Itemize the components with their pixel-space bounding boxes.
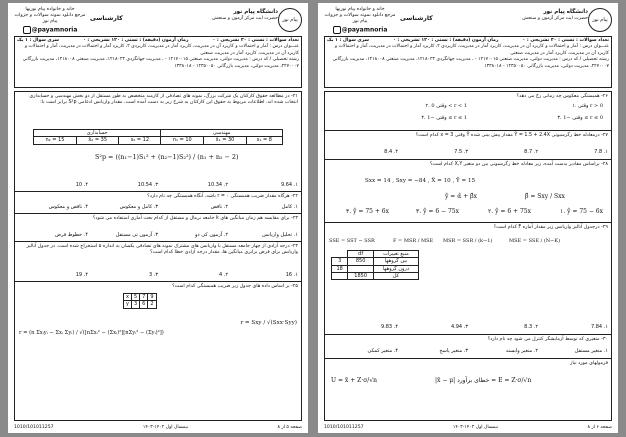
q27-options: ۱. 7.8 ۲. 8.7 ۳. 7.5 ۴. 8.4 bbox=[384, 149, 608, 155]
beta-formula: β̂ = Sxy / Sxx bbox=[525, 193, 565, 200]
course-code: 1010/101011257 bbox=[324, 424, 364, 430]
university-seal-icon: پیام نور bbox=[278, 8, 302, 32]
q23-options: ۱. تحلیل واریانس ۲. آزمون کی دو ۳. آزمون تی مستقل ۴. خطوط فرض bbox=[54, 232, 298, 238]
question-29: ۲۹- درجدول آنالیز واریانس زیر مقدار آماره F کدام است؟ bbox=[493, 225, 608, 230]
instagram-icon bbox=[23, 26, 31, 34]
question-26: ۲۶- همبستگی معکوس چه زمانی رخ می دهد؟ bbox=[516, 94, 608, 99]
instagram-handle: @payamnoria bbox=[324, 26, 396, 34]
page-footer bbox=[14, 422, 302, 432]
q24-options: ۱. 16 ۲. 4 ۳. 3 ۴. 19 bbox=[75, 272, 298, 278]
formulas-title: فرمولهای مورد نیاز bbox=[570, 361, 608, 366]
anova-f4: MSE = SSE / (N−K) bbox=[509, 238, 561, 244]
degree-level: کارشناسی bbox=[400, 15, 433, 22]
term: نیمسال اول ۱۴۰۲-۱۴۰۳ bbox=[142, 424, 189, 430]
brand-block: خانه و خانواده پیام نوریها مرجع دانلود نمونه سوالات و جزوات پیام نور @payamnoria bbox=[14, 7, 86, 34]
question-21: ۲۱- در مطالعه حقوق کارکنان یک شرکت بزرگ، نمونه های تصادفی از کارمند متخصص به طور مستقل از دو بخش مهندسی و حسابداری انتخاب شده اند. اطلاعات مربوط به حقوق این کارکنان به شرح زیر به دست آمده است. مقدار واریانس ادغامی S²p برابر است با: bbox=[29, 94, 298, 106]
question-28: ۲۸- براساس مقادیر بدست آمده، زیر معادله خط رگرسیونی بین دو متغیر X,Y کدام است؟ bbox=[429, 162, 608, 167]
degree-level: کارشناسی bbox=[90, 15, 123, 22]
questions-area bbox=[324, 91, 612, 421]
exam-info-box: تعداد سوالات : تستی : ۳۰ تشریحی : ۰ زمان آزمون (دقیقه) : تستی : ۱۲۰ تشریحی : ۰ سری سوال : ۱ یک عنـــوان درس : آمار و احتمالات و کاربرد آن در مدیریت، کاربرد آمار در مدیریت، کاربردی ۲، کاربرد آمار و احتمالات در مدیریت، آمار و احتمالات و کاربرد آن در مدیریت، کاربرد آمار در مدیریت صنعتی رشته تحصیلی / کد درس : مدیریت دولتی، مدیریت صنعتی ۱۲۱۷۰۰۱۵ - ، مدیریت جهانگردی ۱۲۱۸۰۲۳، مدیریت صنعتی ۱۲۱۸۰۰۸، مدیریت بازرگانی ۲۲۷۰۰۰۷، مدیریت دولتی، مدیریت بازرگانی ۱۲۳۵۰۰۵۰ - ۱۳۳۸۰۱۸ bbox=[324, 36, 612, 88]
university-name: دانشگاه پیام نور bbox=[233, 9, 278, 15]
salary-table: حسابداری مهندسی n₂ = 15 x̄₂ = 35 s₂ = 12 n₁ = 10 x̄₁ = 30 s₁ = 8 bbox=[33, 129, 283, 145]
question-22: ۲۲- هرگاه مقدار ضریب همبستگی r = ۰ باشد، آنگاه همبستگی چه نام دارد؟ bbox=[147, 194, 298, 199]
question-23: ۲۳- برای مقایسه هم زمان میانگین های k جامعه نرمال و مستقل از کدام بحث آماری استفاده می شود؟ bbox=[92, 216, 298, 221]
term: نیمسال اول ۱۴۰۲-۱۴۰۳ bbox=[452, 424, 499, 430]
q26-options: ۱. وقتی r > 0 ۲. وقتی 0 < r < 1 ۳. وقتی −1 ≤ r ≤ 0 ۴. وقتی −1 ≤ r ≤ 1 bbox=[421, 103, 603, 121]
page-footer bbox=[324, 422, 612, 432]
instagram-icon bbox=[333, 26, 341, 34]
q28-options: ۱. ŷ = 75 − 6x ۲. ŷ = 6 + 75x ۳. ŷ = 6 − 75x ۴. ŷ = 75 + 6x bbox=[346, 208, 603, 215]
field-code: رشته تحصیلی / کد درس : مدیریت دولتی، مدیریت صنعتی ۱۲۱۷۰۰۱۵ - ، مدیریت جهانگردی ۱۲۱۸۰۲۳، مدیریت صنعتی ۱۲۱۸۰۰۸، مدیریت بازرگانی ۲۲۷۰۰۰۷، مدیریت دولتی، مدیریت بازرگانی ۱۲۳۵۰۰۵۰ - ۱۳۳۸۰۱۸ bbox=[332, 57, 609, 69]
university-subtitle: حضرت ایت مرکز آزمون و سنجش bbox=[522, 16, 588, 21]
exam-page-left bbox=[8, 3, 308, 433]
course-code: 1010/101011257 bbox=[14, 424, 54, 430]
page-number: صفحه ۵ از ۸ bbox=[277, 424, 302, 430]
q29-options: ۱. 7.84 ۲. 8.3 ۳. 4.94 ۴. 9.83 bbox=[380, 324, 608, 330]
question-24: ۲۴- درجه آزادی از چهار جامعه مستقل با واریانس های مشترک نمونه های تصادفی یکسان به اندازه ۵ استخراج شده است. در جدول آنالیز واریانس برای فرض برابری میانگین ها، مقدار درجه آزادی خطا کدام است؟ bbox=[26, 244, 298, 256]
q22-options: ۱. کامل ۲. ناقص ۳. کامل و معکوس ۴. ناقص و معکوس bbox=[48, 204, 298, 210]
questions-area bbox=[14, 91, 302, 421]
xy-table: x 5 7 9 y 3 6 2 bbox=[123, 293, 157, 309]
q30-options: ۱. متغیر مستقل ۲. متغیر وابسته ۳. متغیر پاسخ ۴. متغیر کمکی bbox=[367, 348, 608, 354]
instagram-handle: @payamnoria bbox=[14, 26, 86, 34]
question-30: ۳۰- متغیری که توسط آزمایشگر کنترل می شود چه نام دارد؟ bbox=[487, 337, 608, 342]
field-code: رشته تحصیلی / کد درس : مدیریت دولتی، مدیریت صنعتی ۱۲۱۷۰۰۱۵ - ، مدیریت جهانگردی ۱۲۱۸۰۲۳، مدیریت صنعتی ۱۲۱۸۰۰۸، مدیریت بازرگانی ۲۲۷۰۰۰۷، مدیریت دولتی، مدیریت بازرگانی ۱۲۳۵۰۰۵۰ - ۱۳۳۸۰۱۸ bbox=[22, 57, 299, 69]
page-number: صفحه ۶ از ۸ bbox=[587, 424, 612, 430]
university-subtitle: حضرت ایت مرکز آزمون و سنجش bbox=[212, 16, 278, 21]
university-name: دانشگاه پیام نور bbox=[543, 9, 588, 15]
anova-f3: MSR = SSR / (k−1) bbox=[443, 238, 493, 244]
q21-options: ۱. 9.64 ۲. 10.34 ۳. 10.54 ۴. 10 bbox=[75, 182, 298, 188]
anova-f1: SSE = SST − SSR bbox=[329, 238, 375, 244]
page-header bbox=[324, 7, 612, 35]
pooled-variance-formula: S²p = ((n₁−1)S₁² + (n₂−1)S₂²) / (n₁ + n₂ − 2) bbox=[95, 153, 239, 161]
course-title: عنـــوان درس : آمار و احتمالات و کاربرد آن در مدیریت، کاربرد آمار در مدیریت، کاربردی ۲، کاربرد آمار و احتمالات در مدیریت، آمار و احتمالات و کاربرد آن در مدیریت، کاربرد آمار در مدیریت صنعتی bbox=[24, 44, 299, 56]
correlation-formula-full: r = (n Σxᵢyᵢ − Σxᵢ Σyᵢ) / √([nΣxᵢ² − (Σxᵢ)²][nΣyᵢ² − (Σyᵢ)²]) bbox=[19, 330, 164, 336]
upper-bound-formula: U = x̄ + Z·σ/√n bbox=[331, 377, 378, 384]
given-values: Sxx = 14 , Sxy = −84 , X̄ = 10 , Ȳ = 15 bbox=[365, 178, 476, 184]
university-seal-icon: پیام نور bbox=[588, 8, 612, 32]
correlation-formula-simple: r = Sxy / √(Sxx·Syy) bbox=[240, 320, 297, 326]
question-27: ۲۷- درمعادله خط رگرسیونی Ŷ = 1.5 + 2.4X مقدار پیش بینی شده Ŷ وقتی x = 3 کدام است؟ bbox=[415, 133, 608, 138]
page-header bbox=[14, 7, 302, 35]
exam-page-right bbox=[318, 3, 618, 433]
brand-block: خانه و خانواده پیام نوریها مرجع دانلود نمونه سوالات و جزوات پیام نور @payamnoria bbox=[324, 7, 396, 34]
question-25: ۲۵- بر اساس داده های جدول زیر ضریب همبستگی کدام است؟ bbox=[172, 284, 298, 289]
course-title: عنـــوان درس : آمار و احتمالات و کاربرد آن در مدیریت، کاربرد آمار در مدیریت، کاربردی ۲، کاربرد آمار و احتمالات در مدیریت، آمار و احتمالات و کاربرد آن در مدیریت، کاربرد آمار در مدیریت صنعتی bbox=[334, 44, 609, 56]
error-formula: |x̄ − μ| خطای برآورد = E = Z·σ/√n bbox=[435, 377, 532, 384]
exam-info-box: تعداد سوالات : تستی : ۳۰ تشریحی : ۰ زمان آزمون (دقیقه) : تستی : ۱۲۰ تشریحی : ۰ سری سوال : ۱ یک عنـــوان درس : آمار و احتمالات و کاربرد آن در مدیریت، کاربرد آمار در مدیریت، کاربردی ۲، کاربرد آمار و احتمالات در مدیریت، آمار و احتمالات و کاربرد آن در مدیریت، کاربرد آمار در مدیریت صنعتی رشته تحصیلی / کد درس : مدیریت دولتی، مدیریت صنعتی ۱۲۱۷۰۰۱۵ - ، مدیریت جهانگردی ۱۲۱۸۰۲۳، مدیریت صنعتی ۱۲۱۸۰۰۸، مدیریت بازرگانی ۲۲۷۰۰۰۷، مدیریت دولتی، مدیریت بازرگانی ۱۲۳۵۰۰۵۰ - ۱۳۳۸۰۱۸ bbox=[14, 36, 302, 88]
regression-model: ŷ = α̂ + β̂x bbox=[445, 193, 477, 200]
anova-table: منبع تغییرات df بین گروهها 850 3 درون گروهها 18 کل 1850 bbox=[331, 250, 419, 280]
anova-f2: F = MSR / MSE bbox=[393, 238, 434, 244]
